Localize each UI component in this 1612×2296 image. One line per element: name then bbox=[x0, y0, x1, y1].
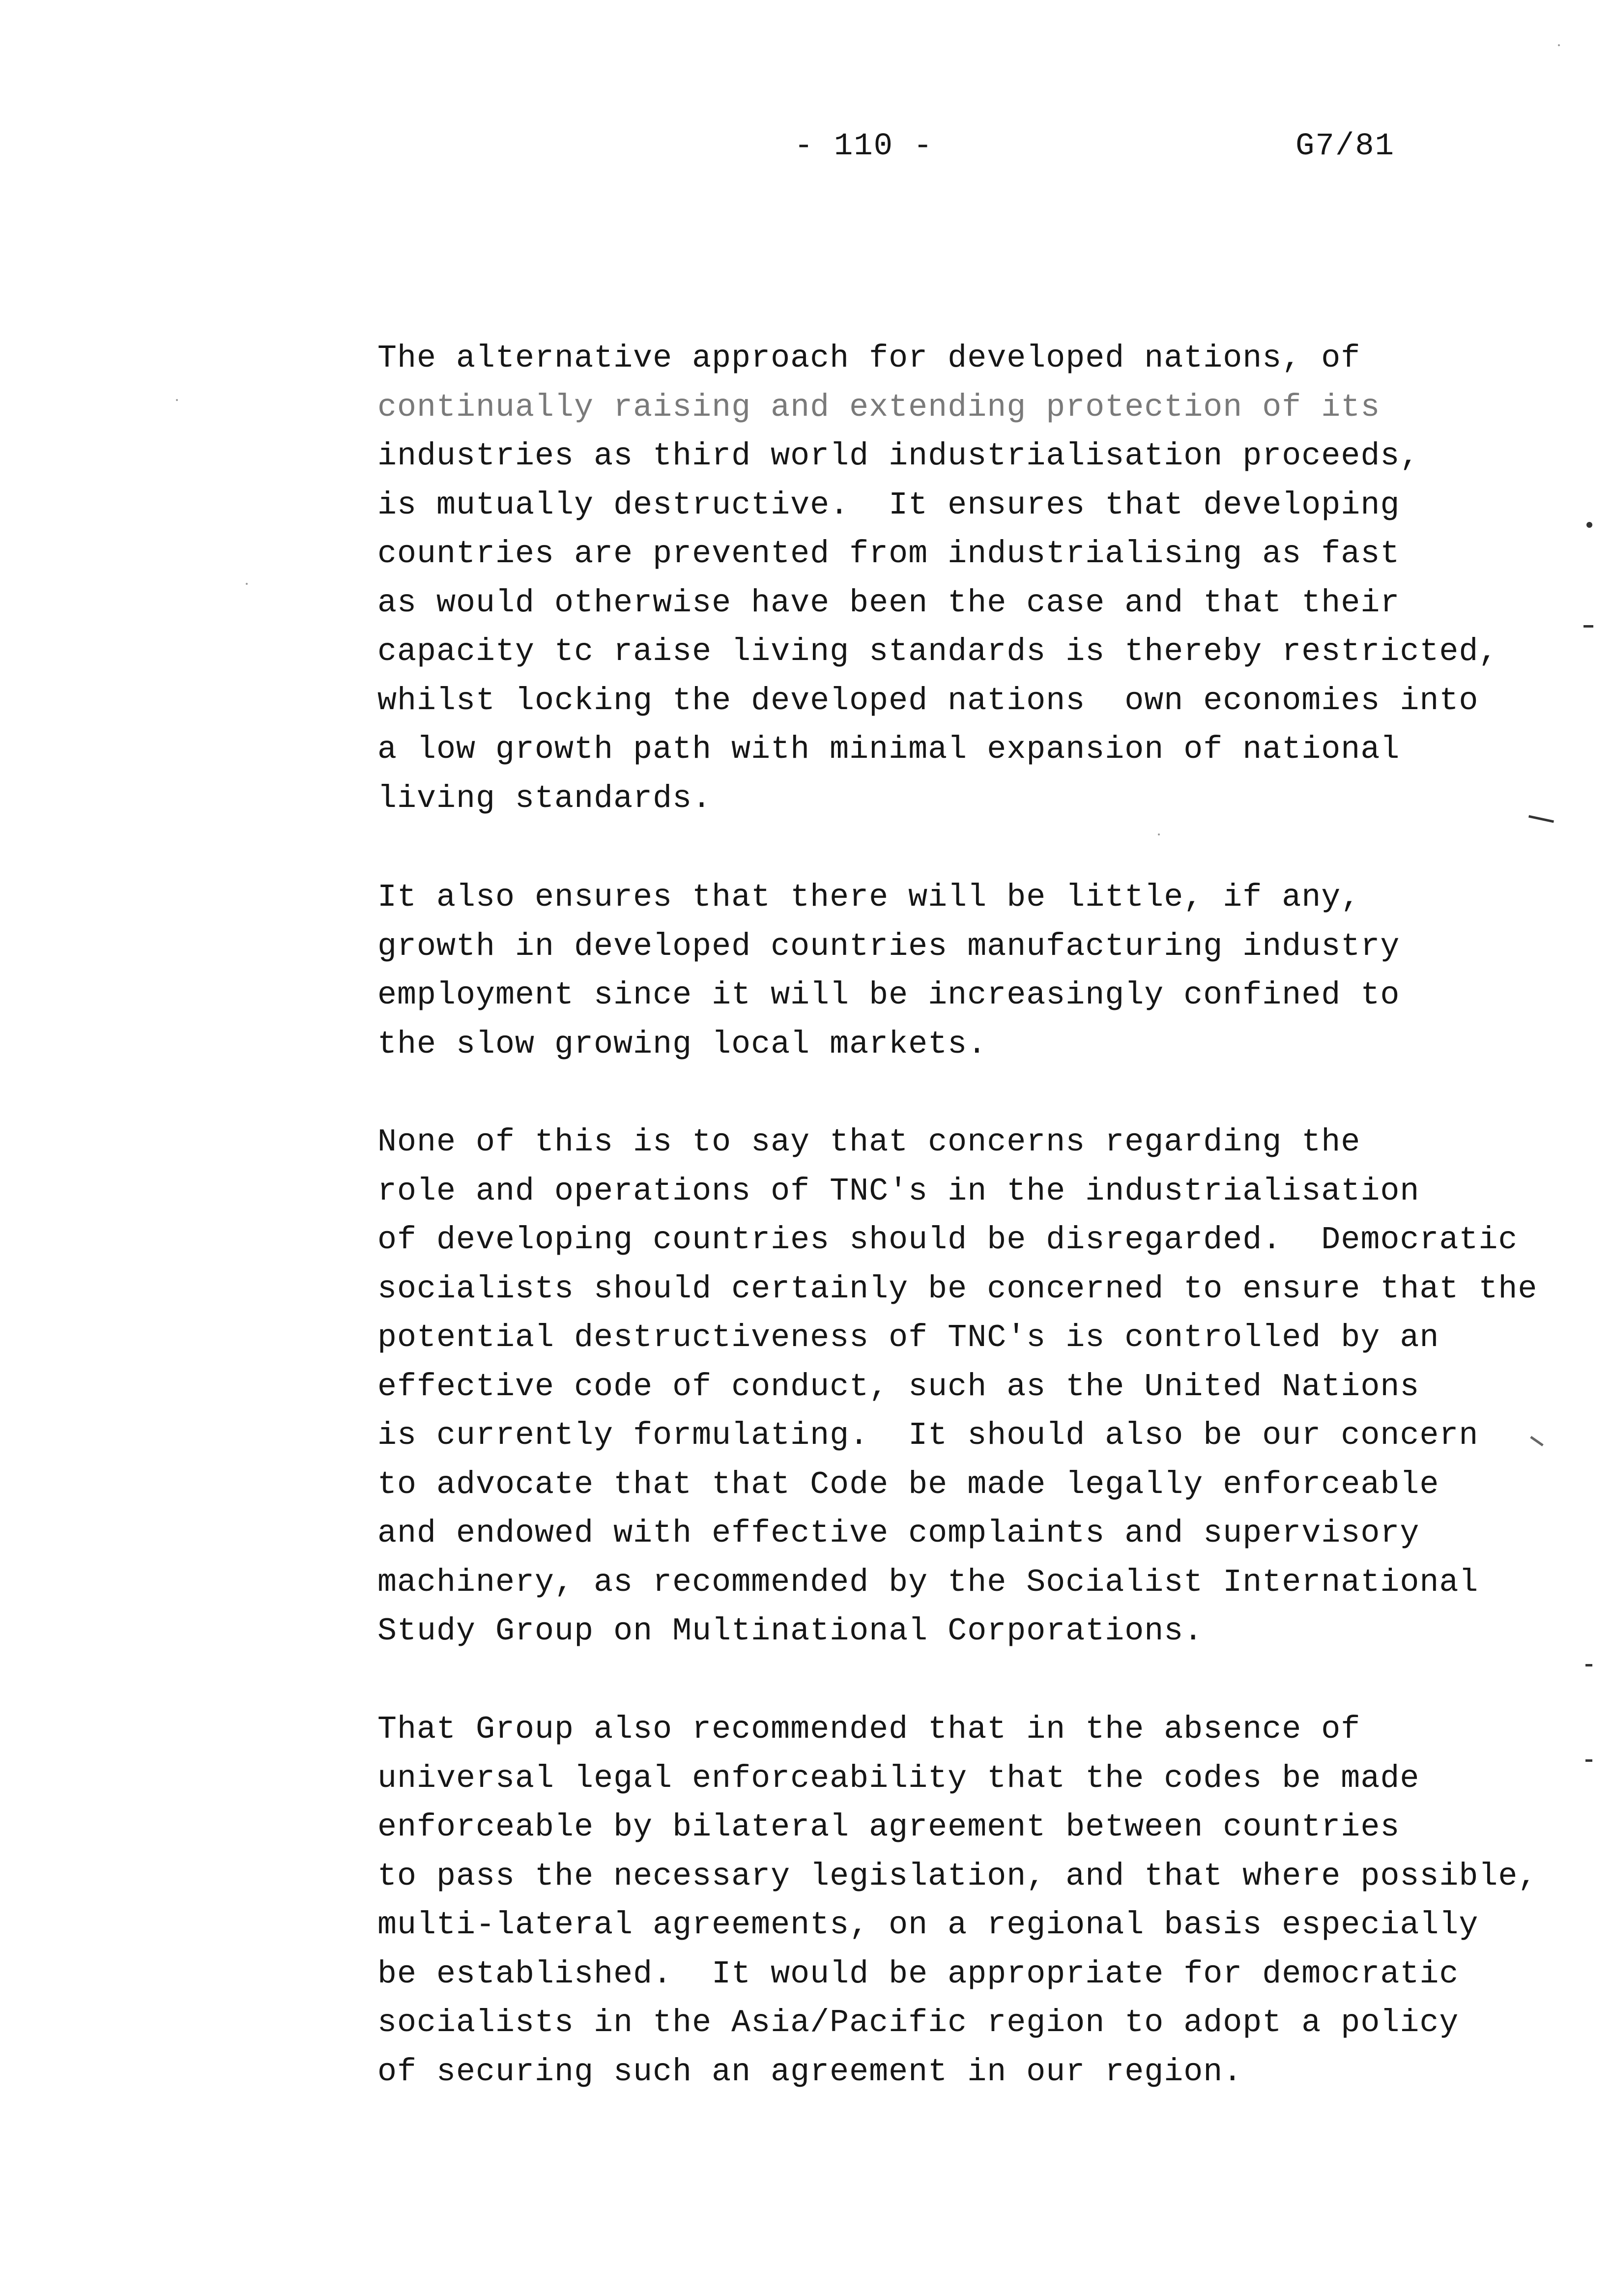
paragraph-1 bbox=[377, 334, 1582, 823]
page-number: - 110 - bbox=[794, 129, 933, 164]
paragraph-line: employment since it will be increasingly confined to bbox=[377, 977, 1400, 1013]
paragraph-line: is mutually destructive. It ensures that developing bbox=[377, 487, 1400, 523]
paragraph-line: socialists in the Asia/Pacific region to adopt a policy bbox=[377, 2005, 1459, 2041]
paragraph-line: growth in developed countries manufacturing industry bbox=[377, 928, 1400, 965]
paragraph-line: whilst locking the developed nations own economies into bbox=[377, 682, 1479, 719]
paragraph-line: countries are prevented from industrialising as fast bbox=[377, 536, 1400, 572]
paragraph-line: industries as third world industrialisation proceeds, bbox=[377, 438, 1420, 474]
paragraph-line: living standards. bbox=[377, 780, 712, 817]
paragraph-line: That Group also recommended that in the absence of bbox=[377, 1711, 1361, 1748]
paragraph-line: to pass the necessary legislation, and that where possible, bbox=[377, 1858, 1538, 1894]
scan-mark bbox=[1586, 522, 1592, 528]
scan-speck bbox=[1558, 44, 1560, 46]
paragraph-line: and endowed with effective complaints and supervisory bbox=[377, 1515, 1420, 1551]
paragraph-line: capacity tc raise living standards is thereby restricted, bbox=[377, 633, 1498, 670]
paragraph-line: It also ensures that there will be little, if any, bbox=[377, 879, 1361, 916]
paragraph-line: multi-lateral agreements, on a regional basis especially bbox=[377, 1907, 1479, 1943]
paragraph-4 bbox=[377, 1705, 1582, 2096]
paragraph-line: machinery, as recommended by the Socialist International bbox=[377, 1564, 1479, 1601]
paragraph-line: potential destructiveness of TNC's is controlled by an bbox=[377, 1320, 1439, 1356]
paragraph-line: the slow growing local markets. bbox=[377, 1026, 987, 1062]
paragraph-line: universal legal enforceability that the codes be made bbox=[377, 1760, 1420, 1797]
paragraph-line: effective code of conduct, such as the United Nations bbox=[377, 1368, 1420, 1405]
document-reference: G7/81 bbox=[1295, 129, 1395, 164]
paragraph-line: a low growth path with minimal expansion of national bbox=[377, 731, 1400, 768]
paragraph-2 bbox=[377, 873, 1582, 1069]
paragraph-line: to advocate that that Code be made legally enforceable bbox=[377, 1466, 1439, 1503]
scan-mark bbox=[1585, 1664, 1592, 1666]
paragraph-line: is currently formulating. It should also be our concern bbox=[377, 1417, 1479, 1454]
scan-speck bbox=[176, 399, 178, 401]
paragraph-line: as would otherwise have been the case and that their bbox=[377, 584, 1400, 621]
paragraph-3 bbox=[377, 1118, 1582, 1656]
paragraph-line: of developing countries should be disregarded. Democratic bbox=[377, 1222, 1518, 1258]
scan-speck bbox=[246, 583, 248, 585]
paragraph-line: continually raising and extending protection of its bbox=[377, 389, 1381, 426]
paragraph-line: socialists should certainly be concerned to ensure that the bbox=[377, 1270, 1538, 1307]
paragraph-line: The alternative approach for developed nations, of bbox=[377, 340, 1361, 376]
scan-mark bbox=[1583, 625, 1593, 628]
paragraph-line: Study Group on Multinational Corporations. bbox=[377, 1613, 1204, 1649]
scan-speck bbox=[1158, 833, 1160, 835]
paragraph-line: None of this is to say that concerns regarding the bbox=[377, 1124, 1361, 1160]
paragraph-line: role and operations of TNC's in the industrialisation bbox=[377, 1173, 1420, 1209]
paragraph-line: enforceable by bilateral agreement between countries bbox=[377, 1809, 1400, 1845]
paragraph-line: be established. It would be appropriate for democratic bbox=[377, 1955, 1459, 1992]
scan-mark bbox=[1585, 1759, 1592, 1762]
paragraph-line: of securing such an agreement in our region. bbox=[377, 2053, 1243, 2090]
